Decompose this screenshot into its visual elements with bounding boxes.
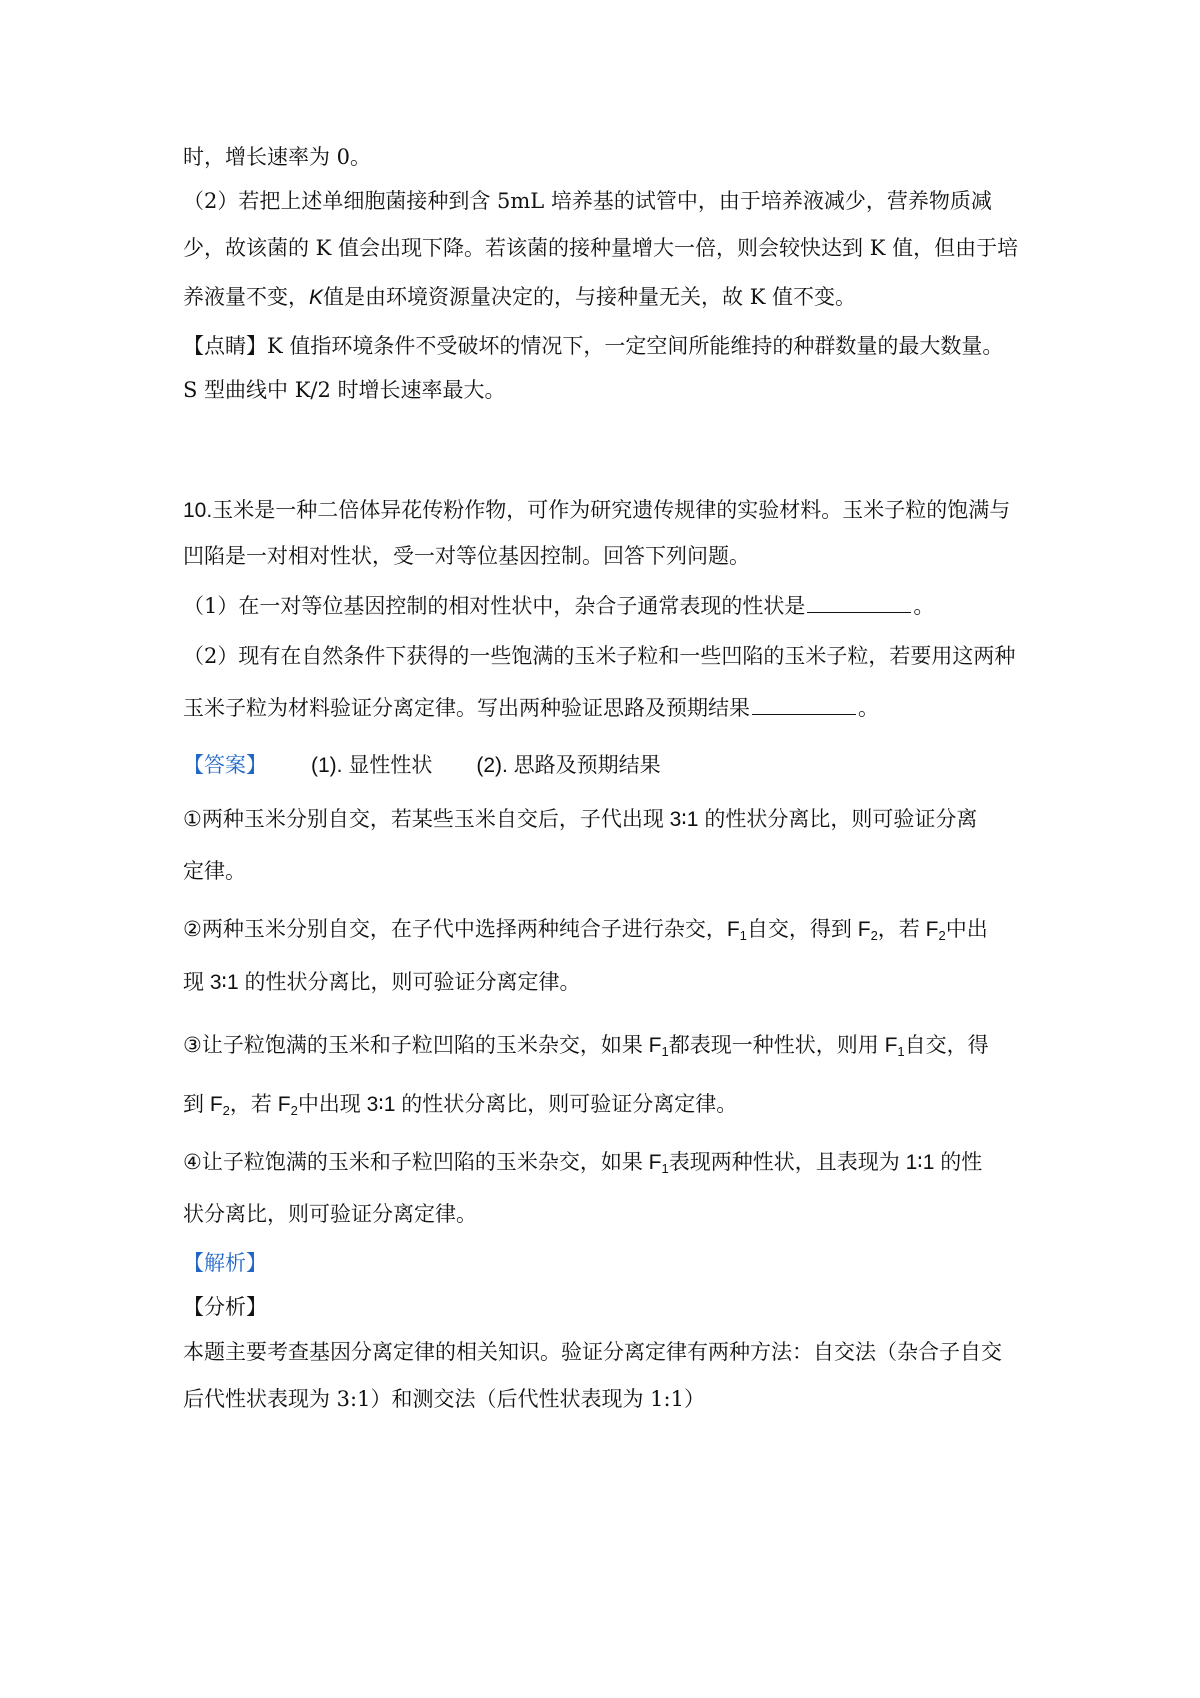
sub-question-1: （1）在一对等位基因控制的相对性状中，杂合子通常表现的性状是 。: [183, 590, 934, 621]
answer-blank: [752, 692, 856, 715]
answer-label: 【答案】: [183, 753, 267, 777]
text-line: 到 $F_2$，若 $F_2$中出现 3∶1 的性状分离比，则可验证分离定律。: [183, 1093, 738, 1118]
analysis-label: 【解析】: [183, 1251, 267, 1275]
text-line: 凹陷是一对相对性状，受一对等位基因控制。回答下列问题。: [183, 544, 750, 568]
answer-paragraph-3: ③让子粒饱满的玉米和子粒凹陷的玉米杂交，如果 $F_1$都表现一种性状，则用 $F_1$自交，得: [183, 1034, 989, 1059]
question-10: 10.玉米是一种二倍体异花传粉作物，可作为研究遗传规律的实验材料。玉米子粒的饱满与: [183, 498, 1011, 522]
text-line: 养液量不变，K值是由环境资源量决定的，与接种量无关，故 K 值不变。: [183, 285, 857, 309]
answer-line: 【答案】 (1). 显性性状 (2). 思路及预期结果: [183, 753, 661, 777]
annotation-line: 【点睛】K 值指环境条件不受破坏的情况下，一定空间所能维持的种群数量的最大数量。: [183, 334, 1004, 358]
answer-paragraph-2: ②两种玉米分别自交，在子代中选择两种纯合子进行杂交，$F_1$自交，得到 $F_2$，若 $F_2$中出: [183, 918, 988, 943]
analysis-text: 本题主要考查基因分离定律的相关知识。验证分离定律有两种方法：自交法（杂合子自交: [183, 1340, 1002, 1364]
analysis-text: 后代性状表现为 3:1）和测交法（后代性状表现为 1:1）: [183, 1387, 705, 1411]
text-line: 时，增长速率为 0。: [183, 145, 372, 169]
text-line: 玉米子粒为材料验证分离定律。写出两种验证思路及预期结果 。: [183, 692, 879, 723]
text-line: （2）若把上述单细胞菌接种到含 5mL 培养基的试管中，由于培养液减少，营养物质减: [183, 189, 992, 213]
analysis-heading: 【分析】: [183, 1295, 267, 1319]
text-line: 状分离比，则可验证分离定律。: [183, 1203, 477, 1226]
k-italic: K: [309, 286, 324, 309]
answer-paragraph-1: ①两种玉米分别自交，若某些玉米自交后，子代出现 3∶1 的性状分离比，则可验证分离: [183, 808, 978, 831]
sub-question-2: （2）现有在自然条件下获得的一些饱满的玉米子粒和一些凹陷的玉米子粒，若要用这两种: [183, 644, 1016, 668]
text-line: 少，故该菌的 K 值会出现下降。若该菌的接种量增大一倍，则会较快达到 K 值，但由于培: [183, 236, 1019, 260]
question-number: 10.: [183, 499, 213, 522]
text-line: 定律。: [183, 860, 246, 883]
answer-paragraph-4: ④让子粒饱满的玉米和子粒凹陷的玉米杂交，如果 $F_1$表现两种性状，且表现为 1∶1 的性: [183, 1151, 983, 1176]
answer-blank: [807, 590, 911, 613]
text-line: 现 3∶1 的性状分离比，则可验证分离定律。: [183, 971, 581, 994]
text-line: S 型曲线中 K/2 时增长速率最大。: [183, 378, 506, 402]
